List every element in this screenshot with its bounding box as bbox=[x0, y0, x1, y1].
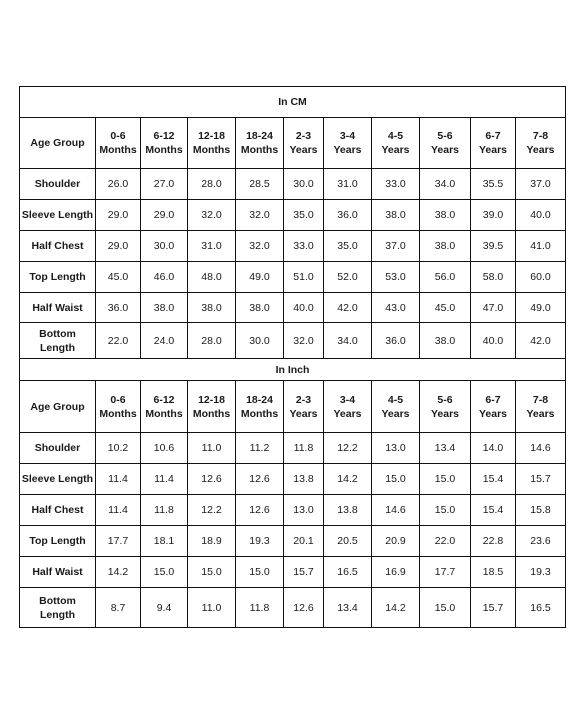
measurement-value: 53.0 bbox=[372, 262, 420, 293]
measurement-value: 42.0 bbox=[324, 293, 372, 323]
age-column-header: 6-7 Years bbox=[471, 118, 516, 169]
measurement-label: Half Chest bbox=[20, 495, 96, 526]
age-column-header: 6-7 Years bbox=[471, 381, 516, 433]
measurement-value: 15.7 bbox=[471, 588, 516, 628]
measurement-label: Half Chest bbox=[20, 231, 96, 262]
age-column-header: 5-6 Years bbox=[420, 118, 471, 169]
measurement-value: 15.8 bbox=[516, 495, 566, 526]
measurement-value: 40.0 bbox=[284, 293, 324, 323]
measurement-value: 27.0 bbox=[141, 169, 188, 200]
measurement-value: 22.0 bbox=[420, 526, 471, 557]
measurement-value: 35.5 bbox=[471, 169, 516, 200]
measurement-value: 11.8 bbox=[141, 495, 188, 526]
measurement-value: 14.6 bbox=[516, 433, 566, 464]
measurement-value: 38.0 bbox=[236, 293, 284, 323]
measurement-value: 19.3 bbox=[516, 557, 566, 588]
measurement-value: 11.8 bbox=[236, 588, 284, 628]
age-column-header: 18-24 Months bbox=[236, 118, 284, 169]
measurement-value: 36.0 bbox=[324, 200, 372, 231]
size-chart-table bbox=[19, 86, 566, 628]
age-column-header: 4-5 Years bbox=[372, 381, 420, 433]
measurement-value: 11.4 bbox=[96, 495, 141, 526]
table-row bbox=[20, 200, 566, 231]
measurement-value: 8.7 bbox=[96, 588, 141, 628]
measurement-label: Sleeve Length bbox=[20, 200, 96, 231]
measurement-value: 19.3 bbox=[236, 526, 284, 557]
measurement-label: Bottom Length bbox=[20, 323, 96, 359]
size-chart-body bbox=[20, 87, 566, 628]
age-group-header: Age Group bbox=[20, 118, 96, 169]
measurement-value: 40.0 bbox=[516, 200, 566, 231]
table-row bbox=[20, 588, 566, 628]
measurement-value: 36.0 bbox=[96, 293, 141, 323]
measurement-value: 38.0 bbox=[372, 200, 420, 231]
measurement-value: 52.0 bbox=[324, 262, 372, 293]
age-column-header: 3-4 Years bbox=[324, 118, 372, 169]
measurement-value: 12.2 bbox=[324, 433, 372, 464]
measurement-value: 39.5 bbox=[471, 231, 516, 262]
measurement-value: 17.7 bbox=[96, 526, 141, 557]
measurement-value: 32.0 bbox=[188, 200, 236, 231]
measurement-value: 15.0 bbox=[420, 588, 471, 628]
measurement-value: 15.0 bbox=[236, 557, 284, 588]
age-column-header: 5-6 Years bbox=[420, 381, 471, 433]
table-row bbox=[20, 323, 566, 359]
measurement-label: Shoulder bbox=[20, 433, 96, 464]
measurement-value: 12.6 bbox=[236, 464, 284, 495]
age-group-header: Age Group bbox=[20, 381, 96, 433]
header-row bbox=[20, 381, 566, 433]
measurement-value: 58.0 bbox=[471, 262, 516, 293]
measurement-label: Half Waist bbox=[20, 293, 96, 323]
measurement-value: 46.0 bbox=[141, 262, 188, 293]
measurement-value: 32.0 bbox=[284, 323, 324, 359]
measurement-value: 51.0 bbox=[284, 262, 324, 293]
measurement-value: 49.0 bbox=[236, 262, 284, 293]
measurement-value: 29.0 bbox=[96, 231, 141, 262]
measurement-value: 11.4 bbox=[141, 464, 188, 495]
measurement-value: 35.0 bbox=[324, 231, 372, 262]
measurement-value: 13.0 bbox=[284, 495, 324, 526]
measurement-value: 29.0 bbox=[96, 200, 141, 231]
table-row bbox=[20, 169, 566, 200]
measurement-label: Sleeve Length bbox=[20, 464, 96, 495]
measurement-value: 33.0 bbox=[372, 169, 420, 200]
measurement-value: 10.6 bbox=[141, 433, 188, 464]
measurement-value: 45.0 bbox=[420, 293, 471, 323]
measurement-value: 14.2 bbox=[324, 464, 372, 495]
measurement-value: 20.9 bbox=[372, 526, 420, 557]
age-column-header: 7-8 Years bbox=[516, 118, 566, 169]
measurement-value: 22.0 bbox=[96, 323, 141, 359]
table-row bbox=[20, 293, 566, 323]
measurement-value: 12.6 bbox=[284, 588, 324, 628]
measurement-value: 38.0 bbox=[188, 293, 236, 323]
measurement-value: 11.0 bbox=[188, 588, 236, 628]
measurement-value: 41.0 bbox=[516, 231, 566, 262]
measurement-label: Shoulder bbox=[20, 169, 96, 200]
table-row bbox=[20, 262, 566, 293]
measurement-label: Top Length bbox=[20, 526, 96, 557]
section-title-row bbox=[20, 359, 566, 381]
measurement-value: 29.0 bbox=[141, 200, 188, 231]
age-column-header: 4-5 Years bbox=[372, 118, 420, 169]
measurement-value: 14.0 bbox=[471, 433, 516, 464]
measurement-value: 32.0 bbox=[236, 231, 284, 262]
age-column-header: 6-12 Months bbox=[141, 118, 188, 169]
measurement-value: 13.0 bbox=[372, 433, 420, 464]
measurement-value: 47.0 bbox=[471, 293, 516, 323]
measurement-value: 15.7 bbox=[284, 557, 324, 588]
measurement-value: 11.0 bbox=[188, 433, 236, 464]
age-column-header: 12-18 Months bbox=[188, 118, 236, 169]
measurement-value: 28.5 bbox=[236, 169, 284, 200]
measurement-value: 38.0 bbox=[420, 200, 471, 231]
measurement-value: 20.1 bbox=[284, 526, 324, 557]
section-title: In CM bbox=[20, 87, 566, 118]
measurement-value: 15.7 bbox=[516, 464, 566, 495]
measurement-value: 15.4 bbox=[471, 464, 516, 495]
section-title-row bbox=[20, 87, 566, 118]
age-column-header: 0-6 Months bbox=[96, 381, 141, 433]
measurement-value: 30.0 bbox=[284, 169, 324, 200]
measurement-value: 15.4 bbox=[471, 495, 516, 526]
age-column-header: 12-18 Months bbox=[188, 381, 236, 433]
measurement-value: 16.5 bbox=[324, 557, 372, 588]
measurement-value: 60.0 bbox=[516, 262, 566, 293]
measurement-value: 56.0 bbox=[420, 262, 471, 293]
measurement-value: 33.0 bbox=[284, 231, 324, 262]
measurement-value: 15.0 bbox=[372, 464, 420, 495]
measurement-value: 28.0 bbox=[188, 169, 236, 200]
measurement-value: 20.5 bbox=[324, 526, 372, 557]
measurement-value: 22.8 bbox=[471, 526, 516, 557]
section-title: In Inch bbox=[20, 359, 566, 381]
measurement-value: 13.4 bbox=[324, 588, 372, 628]
measurement-value: 34.0 bbox=[324, 323, 372, 359]
measurement-value: 13.8 bbox=[284, 464, 324, 495]
measurement-value: 15.0 bbox=[420, 495, 471, 526]
measurement-value: 9.4 bbox=[141, 588, 188, 628]
measurement-value: 37.0 bbox=[372, 231, 420, 262]
measurement-value: 40.0 bbox=[471, 323, 516, 359]
measurement-value: 35.0 bbox=[284, 200, 324, 231]
measurement-value: 23.6 bbox=[516, 526, 566, 557]
measurement-value: 28.0 bbox=[188, 323, 236, 359]
measurement-value: 42.0 bbox=[516, 323, 566, 359]
measurement-label: Bottom Length bbox=[20, 588, 96, 628]
measurement-value: 39.0 bbox=[471, 200, 516, 231]
measurement-label: Half Waist bbox=[20, 557, 96, 588]
measurement-value: 10.2 bbox=[96, 433, 141, 464]
measurement-value: 24.0 bbox=[141, 323, 188, 359]
measurement-value: 16.9 bbox=[372, 557, 420, 588]
measurement-value: 18.1 bbox=[141, 526, 188, 557]
measurement-value: 38.0 bbox=[420, 231, 471, 262]
measurement-value: 36.0 bbox=[372, 323, 420, 359]
measurement-value: 18.9 bbox=[188, 526, 236, 557]
measurement-value: 15.0 bbox=[188, 557, 236, 588]
measurement-value: 34.0 bbox=[420, 169, 471, 200]
measurement-value: 17.7 bbox=[420, 557, 471, 588]
measurement-value: 16.5 bbox=[516, 588, 566, 628]
age-column-header: 2-3 Years bbox=[284, 118, 324, 169]
measurement-value: 11.2 bbox=[236, 433, 284, 464]
table-row bbox=[20, 557, 566, 588]
measurement-value: 45.0 bbox=[96, 262, 141, 293]
measurement-value: 18.5 bbox=[471, 557, 516, 588]
age-column-header: 18-24 Months bbox=[236, 381, 284, 433]
measurement-value: 31.0 bbox=[188, 231, 236, 262]
table-row bbox=[20, 464, 566, 495]
measurement-value: 14.6 bbox=[372, 495, 420, 526]
measurement-value: 37.0 bbox=[516, 169, 566, 200]
table-row bbox=[20, 495, 566, 526]
measurement-value: 31.0 bbox=[324, 169, 372, 200]
measurement-value: 30.0 bbox=[141, 231, 188, 262]
table-row bbox=[20, 231, 566, 262]
measurement-value: 15.0 bbox=[141, 557, 188, 588]
table-row bbox=[20, 433, 566, 464]
measurement-value: 26.0 bbox=[96, 169, 141, 200]
measurement-value: 13.8 bbox=[324, 495, 372, 526]
age-column-header: 7-8 Years bbox=[516, 381, 566, 433]
measurement-value: 12.2 bbox=[188, 495, 236, 526]
measurement-value: 12.6 bbox=[236, 495, 284, 526]
table-row bbox=[20, 526, 566, 557]
measurement-value: 11.8 bbox=[284, 433, 324, 464]
measurement-value: 30.0 bbox=[236, 323, 284, 359]
measurement-value: 14.2 bbox=[372, 588, 420, 628]
measurement-value: 48.0 bbox=[188, 262, 236, 293]
age-column-header: 6-12 Months bbox=[141, 381, 188, 433]
measurement-value: 38.0 bbox=[141, 293, 188, 323]
age-column-header: 2-3 Years bbox=[284, 381, 324, 433]
measurement-value: 32.0 bbox=[236, 200, 284, 231]
measurement-value: 38.0 bbox=[420, 323, 471, 359]
measurement-value: 12.6 bbox=[188, 464, 236, 495]
measurement-label: Top Length bbox=[20, 262, 96, 293]
age-column-header: 0-6 Months bbox=[96, 118, 141, 169]
measurement-value: 15.0 bbox=[420, 464, 471, 495]
measurement-value: 43.0 bbox=[372, 293, 420, 323]
measurement-value: 14.2 bbox=[96, 557, 141, 588]
measurement-value: 13.4 bbox=[420, 433, 471, 464]
header-row bbox=[20, 118, 566, 169]
measurement-value: 49.0 bbox=[516, 293, 566, 323]
age-column-header: 3-4 Years bbox=[324, 381, 372, 433]
measurement-value: 11.4 bbox=[96, 464, 141, 495]
